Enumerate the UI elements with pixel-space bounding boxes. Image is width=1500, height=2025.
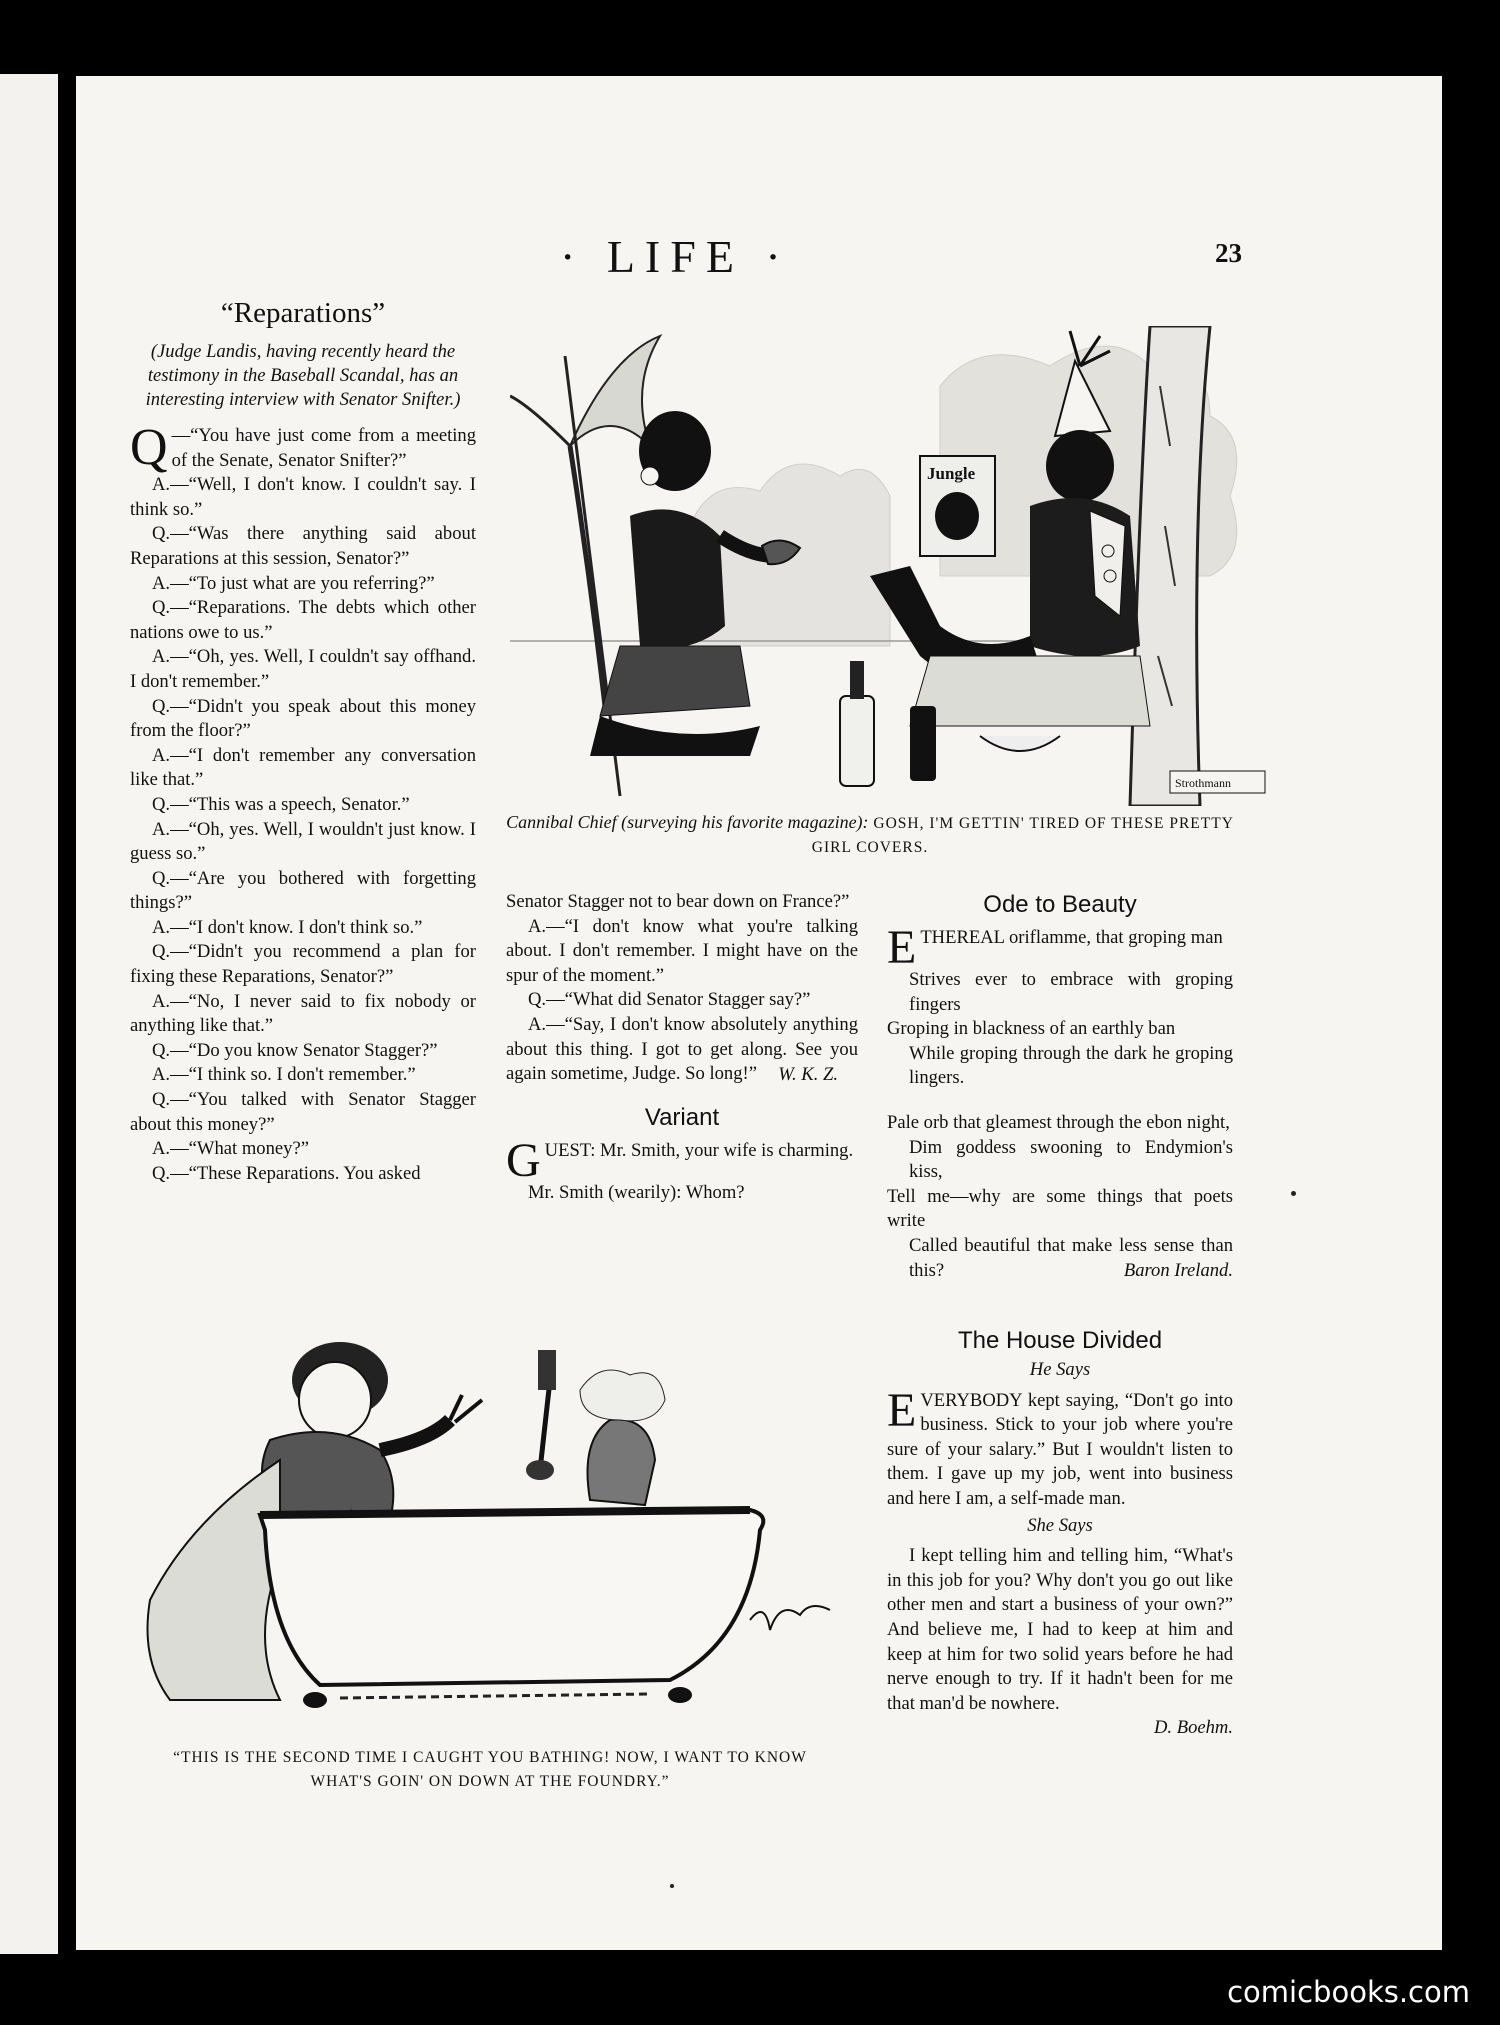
ode-line: Strives ever to embrace with groping fingers [909,969,1233,1015]
dialogue-paragraph: Q.—“You talked with Senator Stagger about this money?” [130,1089,476,1135]
top-cartoon-caption [500,810,1240,860]
reparations-title: “Reparations” [220,297,386,329]
variant-title: Variant [644,1104,720,1132]
house-divided-title: The House Divided [957,1327,1163,1354]
dialogue-paragraph: Q.—“Didn't you recommend a plan for fixing these Reparations, Senator?” [130,941,476,988]
continuation-paragraph: Senator Stagger not to bear down on France?” [506,891,850,912]
reparations-column [130,296,476,1186]
bottom-cartoon-caption [100,1746,880,1794]
dialogue-paragraph: Q.—“This was a speech, Senator.” [152,793,410,815]
ode-column [887,890,1233,1284]
he-says-heading: He Says [1029,1359,1091,1380]
variant-line-2: Mr. Smith (wearily): Whom? [528,1182,745,1204]
drop-cap-q: Q [130,419,168,476]
house-dropcap: E [887,1383,917,1437]
dialogue-paragraph: Q.—“Didn't you speak about this money from the floor?” [130,695,476,742]
house-divided-column [887,1326,1233,1741]
printing-speck [1291,1191,1296,1196]
printing-speck [670,1884,674,1888]
dialogue-paragraph: Q —“You have just come from a meeting of the Senate, Senator Snifter?” [130,419,476,476]
dialogue-paragraph: A.—“No, I never said to fix nobody or anything like that.” [130,990,476,1037]
dialogue-paragraph: Q.—“Was there anything said about Reparations at this session, Senator?” [130,523,476,569]
ode-dropcap: E [887,921,917,974]
dialogue-paragraph: A.—“I think so. I don't remember.” [152,1064,416,1086]
she-says-heading: She Says [1027,1514,1093,1536]
continuation-paragraph: A.—“I don't know what you're talking about. I don't remember. I might have on the spur of the moment.” [506,915,858,986]
reparations-dialogue [130,419,476,1186]
dialogue-paragraph: A.—“I don't remember any conversation like that.” [130,744,476,791]
caption-speaker: Cannibal Chief (surveying his favorite magazine): [506,812,869,832]
ode-signature: Baron Ireland. [1123,1260,1233,1282]
dialogue-paragraph: Q.—“Reparations. The debts which other nations owe to us.” [130,597,476,643]
dialogue-paragraph: A.—“Well, I don't know. I couldn't say. I think so.” [130,474,476,520]
continuation-paragraph: Q.—“What did Senator Stagger say?” [528,989,811,1011]
ode-line: Pale orb that gleamest through the ebon night, [887,1111,1230,1133]
dialogue-paragraph: Q.—“Do you know Senator Stagger?” [152,1039,438,1061]
ode-line: Groping in blackness of an earthly ban [887,1018,1176,1040]
caption-line: WHAT'S GOIN' ON DOWN AT THE FOUNDRY.” [310,1773,670,1790]
ode-line: Tell me—why are some things that poets write [887,1185,1233,1232]
ode-line: Dim goddess swooning to Endymion's kiss, [909,1136,1233,1183]
dialogue-paragraph: Q.—“Are you bothered with forgetting things?” [130,867,476,914]
ode-title: Ode to Beauty [983,891,1137,918]
artist-signature: Strothmann [1175,776,1231,790]
dialogue-paragraph: A.—“To just what are you referring?” [152,572,435,594]
dialogue-paragraph: A.—“Oh, yes. Well, I couldn't say offhand. I don't remember.” [130,646,476,692]
dialogue-paragraph: A.—“What money?” [152,1138,309,1160]
reparations-intro: (Judge Landis, having recently heard the testimony in the Baseball Scandal, has an interesting interview with Senator Snifter.) [145,341,461,410]
bathtub-cartoon [110,1300,860,1740]
variant-line-1: UEST: Mr. Smith, your wife is charming. [544,1140,854,1162]
page-gutter [58,60,76,1960]
magazine-label: Jungle [927,464,976,483]
page-number: 23 [1215,238,1242,268]
ode-line: THEREAL oriflamme, that groping man [920,927,1223,948]
ode-line: While groping through the dark he groping lingers. [909,1042,1233,1089]
dialogue-paragraph: Q.—“These Reparations. You asked [152,1162,421,1184]
dialogue-paragraph: A.—“Oh, yes. Well, I wouldn't just know. I guess so.” [130,818,476,865]
adjacent-page-edge [0,74,58,1954]
cannibal-chief-cartoon [510,326,1280,806]
she-says-text: I kept telling him and telling him, “What's in this job for you? Why don't you go out like other men and start a business of your own?” And believe me, I had to keep at him and keep at him for two solid years before he had nerve enough to try. If it hadn't been for me that man'd be nowhere. [887,1545,1233,1714]
he-says-text: VERYBODY kept saying, “Don't go into business. Stick to your job where you're sure of your salary.” But I wouldn't listen to them. I gave up my job, went into business and here I am, a self-made man. [887,1389,1233,1509]
ode-line: Called beautiful that make less sense than this? [909,1234,1233,1281]
caption-quote: GOSH, I'M GETTIN' TIRED OF THESE PRETTY GIRL COVERS. [811,815,1234,856]
dialogue-paragraph: A.—“I don't know. I don't think so.” [152,916,423,938]
reparations-signature: W. K. Z. [778,1063,838,1085]
masthead-title: · LIFE · [560,231,791,282]
watermark: comicbooks.com [1227,1975,1470,2009]
reparations-continuation [506,890,858,1206]
continuation-paragraph: A.—“Say, I don't know absolutely anything about this thing. I got to get along. See you again sometime, Judge. So long!” [506,1013,858,1085]
variant-dropcap: G [506,1134,541,1188]
caption-line: “THIS IS THE SECOND TIME I CAUGHT YOU BATHING! NOW, I WANT TO KNOW [173,1749,807,1766]
house-signature: D. Boehm. [1153,1717,1233,1739]
